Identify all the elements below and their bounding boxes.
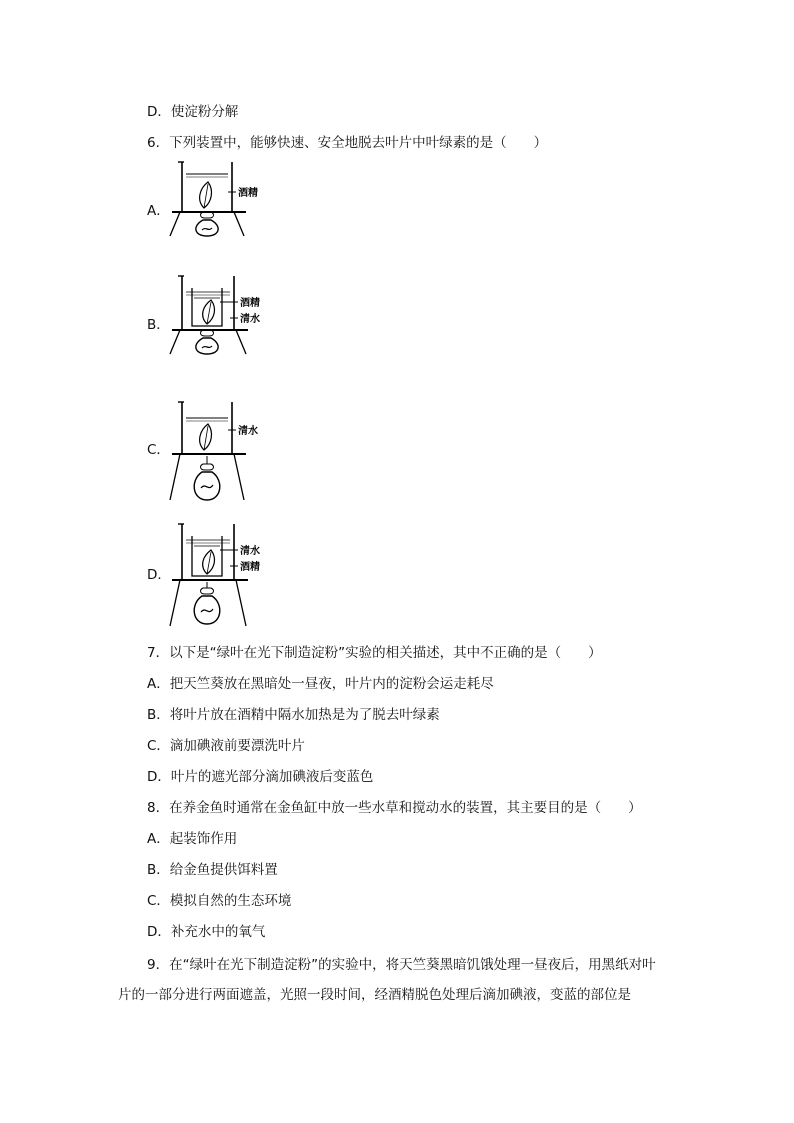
q7-option-b: B．将叶片放在酒精中隔水加热是为了脱去叶绿素: [147, 707, 440, 723]
q6-option-d-label: D．: [147, 567, 171, 583]
q6-stem: 6．下列装置中，能够快速、安全地脱去叶片中叶绿素的是（ ）: [147, 135, 548, 151]
q7-option-a: A．把天竺葵放在黑暗处一昼夜，叶片内的淀粉会运走耗尽: [147, 676, 494, 692]
q5-option-d: D．使淀粉分解: [147, 104, 239, 120]
q6-b-liquid-1: 酒精: [240, 298, 260, 309]
q6-figure-a: [170, 160, 280, 236]
q6-a-liquid-1: 酒精: [238, 188, 258, 199]
q8-option-c: C．模拟自然的生态环境: [147, 893, 292, 909]
q8-stem: 8．在养金鱼时通常在金鱼缸中放一些水草和搅动水的装置，其主要目的是（ ）: [147, 800, 642, 816]
q6-option-c-label: C．: [147, 442, 170, 458]
q7-stem: 7．以下是“绿叶在光下制造淀粉”实验的相关描述，其中不正确的是（ ）: [147, 645, 602, 661]
q7-option-d: D．叶片的遮光部分滴加碘液后变蓝色: [147, 769, 374, 785]
q6-c-liquid-1: 清水: [238, 426, 258, 437]
q9-stem-line-1: 9．在“绿叶在光下制造淀粉”的实验中，将天竺葵黑暗饥饿处理一昼夜后，用黑纸对叶: [147, 957, 656, 973]
q6-d-liquid-2: 酒精: [240, 562, 260, 573]
q6-figure-d: [170, 522, 280, 626]
q6-figure-c: [170, 400, 280, 502]
q8-option-a: A．起装饰作用: [147, 831, 238, 847]
q6-option-a-label: A．: [147, 203, 170, 219]
q6-b-liquid-2: 清水: [240, 314, 260, 325]
q8-option-b: B．给金鱼提供饵料置: [147, 862, 278, 878]
q6-d-liquid-1: 清水: [240, 546, 260, 557]
q8-option-d: D．补充水中的氧气: [147, 924, 266, 940]
q6-option-b-label: B．: [147, 317, 170, 333]
q6-figure-b: [170, 274, 280, 354]
q7-option-c: C．滴加碘液前要漂洗叶片: [147, 738, 305, 754]
q9-stem-line-2: 片的一部分进行两面遮盖，光照一段时间，经酒精脱色处理后滴加碘液，变蓝的部位是: [118, 987, 631, 1003]
